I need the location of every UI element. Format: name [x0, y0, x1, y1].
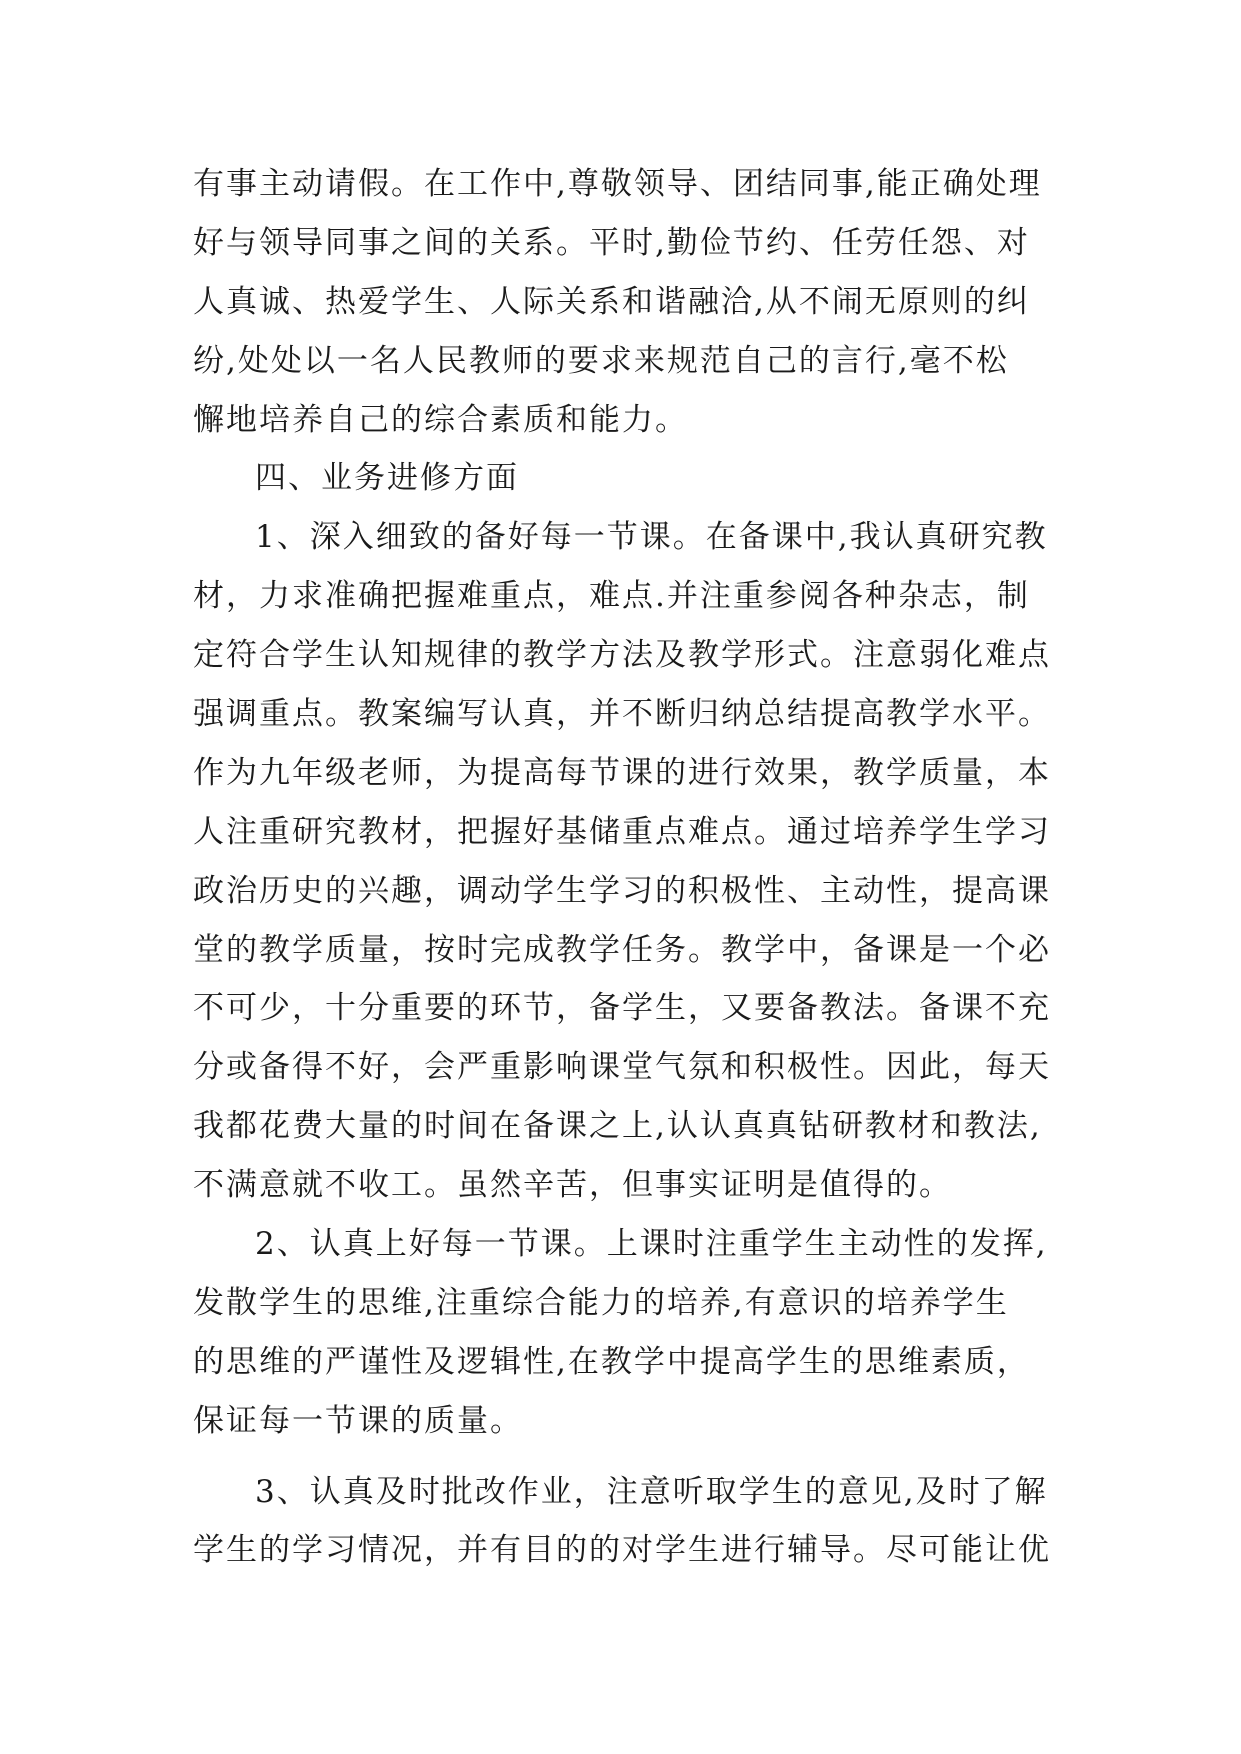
text-line: 1、深入细致的备好每一节课。在备课中,我认真研究教 — [255, 519, 1048, 556]
text-line: 不可少，十分重要的环节，备学生，又要备教法。备课不充 — [193, 990, 1051, 1027]
text-line: 堂的教学质量，按时完成教学任务。教学中，备课是一个必 — [193, 931, 1051, 968]
text-line: 有事主动请假。在工作中,尊敬领导、团结同事,能正确处理 — [193, 166, 1042, 202]
text-line: 人注重研究教材，把握好基储重点难点。通过培养学生学习 — [193, 813, 1051, 850]
text-line: 3、认真及时批改作业，注意听取学生的意见,及时了解 — [255, 1473, 1048, 1510]
text-line: 保证每一节课的质量。 — [193, 1402, 523, 1439]
text-line: 纷,处处以一名人民教师的要求来规范自己的言行,毫不松 — [193, 342, 1009, 379]
text-line: 定符合学生认知规律的教学方法及教学形式。注意弱化难点 — [193, 637, 1051, 674]
text-line: 学生的学习情况，并有目的的对学生进行辅导。尽可能让优 — [193, 1532, 1051, 1569]
text-line: 人真诚、热爱学生、人际关系和谐融洽,从不闹无原则的纠 — [193, 283, 1030, 320]
text-line: 分或备得不好，会严重影响课堂气氛和积极性。因此，每天 — [193, 1049, 1051, 1086]
text-line: 好与领导同事之间的关系。平时,勤俭节约、任劳任怨、对 — [193, 224, 1030, 261]
text-line: 懈地培养自己的综合素质和能力。 — [193, 401, 688, 438]
text-line: 的思维的严谨性及逻辑性,在教学中提高学生的思维素质， — [193, 1343, 1030, 1380]
text-line: 强调重点。教案编写认真，并不断归纳总结提高教学水平。 — [193, 696, 1051, 733]
document-body — [193, 155, 1073, 1580]
section-heading: 四、业务进修方面 — [255, 460, 519, 497]
text-line: 材，力求准确把握难重点，难点.并注重参阅各种杂志，制 — [193, 578, 1030, 615]
text-line: 2、认真上好每一节课。上课时注重学生主动性的发挥, — [255, 1226, 1048, 1263]
text-line: 发散学生的思维,注重综合能力的培养,有意识的培养学生 — [193, 1284, 1009, 1321]
text-line: 作为九年级老师，为提高每节课的进行效果，教学质量，本 — [193, 754, 1051, 791]
text-line: 我都花费大量的时间在备课之上,认认真真钻研教材和教法, — [193, 1108, 1042, 1145]
text-line: 不满意就不收工。虽然辛苦，但事实证明是值得的。 — [193, 1167, 952, 1204]
text-line: 政治历史的兴趣，调动学生学习的积极性、主动性，提高课 — [193, 872, 1051, 909]
